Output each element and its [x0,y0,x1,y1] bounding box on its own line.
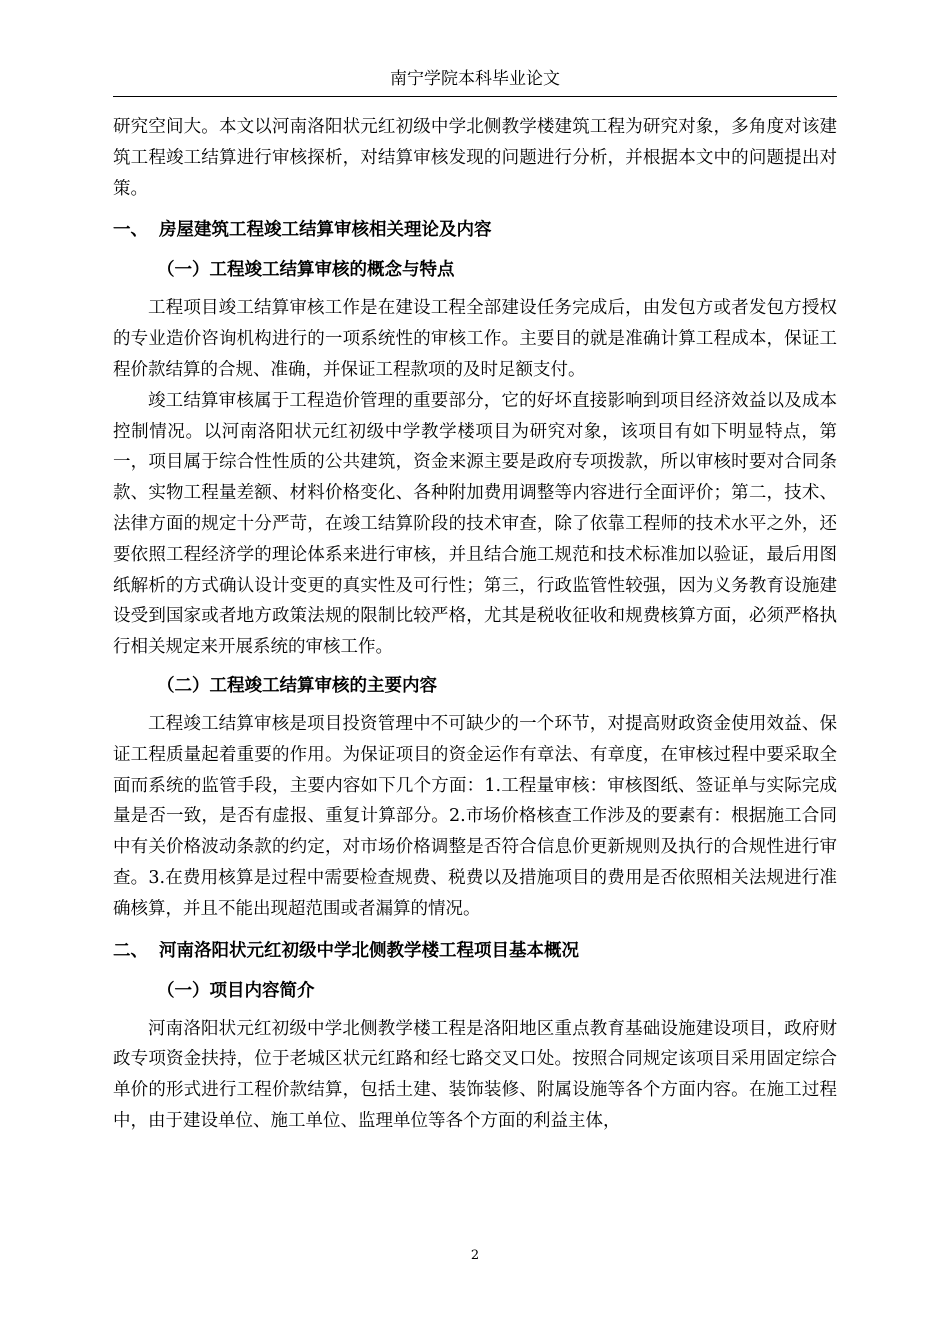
page-number: 2 [470,1248,480,1263]
section-2-number: 二、 [113,940,148,961]
page-header [113,62,837,97]
section-1-1-paragraph-2: 竣工结算审核属于工程造价管理的重要部分，它的好坏直接影响到项目经济效益以及成本控制情况。以河南洛阳状元红初级中学教学楼项目为研究对象，该项目有如下明显特点，第一，项目属于综合性性质的公共建筑，资金来源主要是政府专项拨款，所以审核时要对合同条款、实物工程量差额、材料价格变化、各种附加费用调整等内容进行全面评价；第二，技术、法律方面的规定十分严苛，在竣工结算阶段的技术审查，除了依靠工程师的技术水平之外，还要依照工程经济学的理论体系来进行审核，并且结合施工规范和技术标准加以验证，最后用图纸解析的方式确认设计变更的真实性及可行性；第三，行政监管性较强，因为义务教育设施建设受到国家或者地方政策法规的限制比较严格，尤其是税收征收和规费核算方面，必须严格执行相关规定来开展系统的审核工作。 [113,390,837,658]
section-2-1-paragraph-1: 河南洛阳状元红初级中学北侧教学楼工程是洛阳地区重点教育基础设施建设项目，政府财政专项资金扶持，位于老城区状元红路和经七路交叉口处。按照合同规定该项目采用固定综合单价的形式进行工程价款结算，包括土建、装饰装修、附属设施等各个方面内容。在施工过程中，由于建设单位、施工单位、监理单位等各个方面的利益主体， [113,1018,837,1131]
header-title: 南宁学院本科毕业论文 [390,69,560,89]
section-2-title: 河南洛阳状元红初级中学北侧教学楼工程项目基本概况 [159,940,579,961]
section-1-1-paragraph-1: 工程项目竣工结算审核工作是在建设工程全部建设任务完成后，由发包方或者发包方授权的专业造价咨询机构进行的一项系统性的审核工作。主要目的就是准确计算工程成本，保证工程价款结算的合规、准确，并保证工程款项的及时足额支付。 [113,298,837,380]
intro-paragraph: 研究空间大。本文以河南洛阳状元红初级中学北侧教学楼建筑工程为研究对象，多角度对该建筑工程竣工结算进行审核探析，对结算审核发现的问题进行分析，并根据本文中的问题提出对策。 [113,117,837,199]
section-1-1-heading: （一）工程竣工结算审核的概念与特点 [157,260,455,281]
section-1-title: 房屋建筑工程竣工结算审核相关理论及内容 [159,220,492,241]
section-2-1-heading: （一）项目内容简介 [157,980,315,1001]
document-body [113,112,837,1137]
section-2-heading [113,940,837,962]
section-1-number: 一、 [113,220,148,241]
section-1-2-paragraph-1: 工程竣工结算审核是项目投资管理中不可缺少的一个环节，对提高财政资金使用效益、保证工程质量起着重要的作用。为保证项目的资金运作有章法、有章度，在审核过程中要采取全面而系统的监管手段，主要内容如下几个方面：1.工程量审核：审核图纸、签证单与实际完成量是否一致，是否有虚报、重复计算部分。2.市场价格核查工作涉及的要素有：根据施工合同中有关价格波动条款的约定，对市场价格调整是否符合信息价更新规则及执行的合规性进行审查。3.在费用核算是过程中需要检查规费、税费以及措施项目的费用是否依照相关法规进行准确核算，并且不能出现超范围或者漏算的情况。 [113,713,837,919]
section-1-2-heading: （二）工程竣工结算审核的主要内容 [157,675,437,696]
section-1-heading [113,219,837,241]
